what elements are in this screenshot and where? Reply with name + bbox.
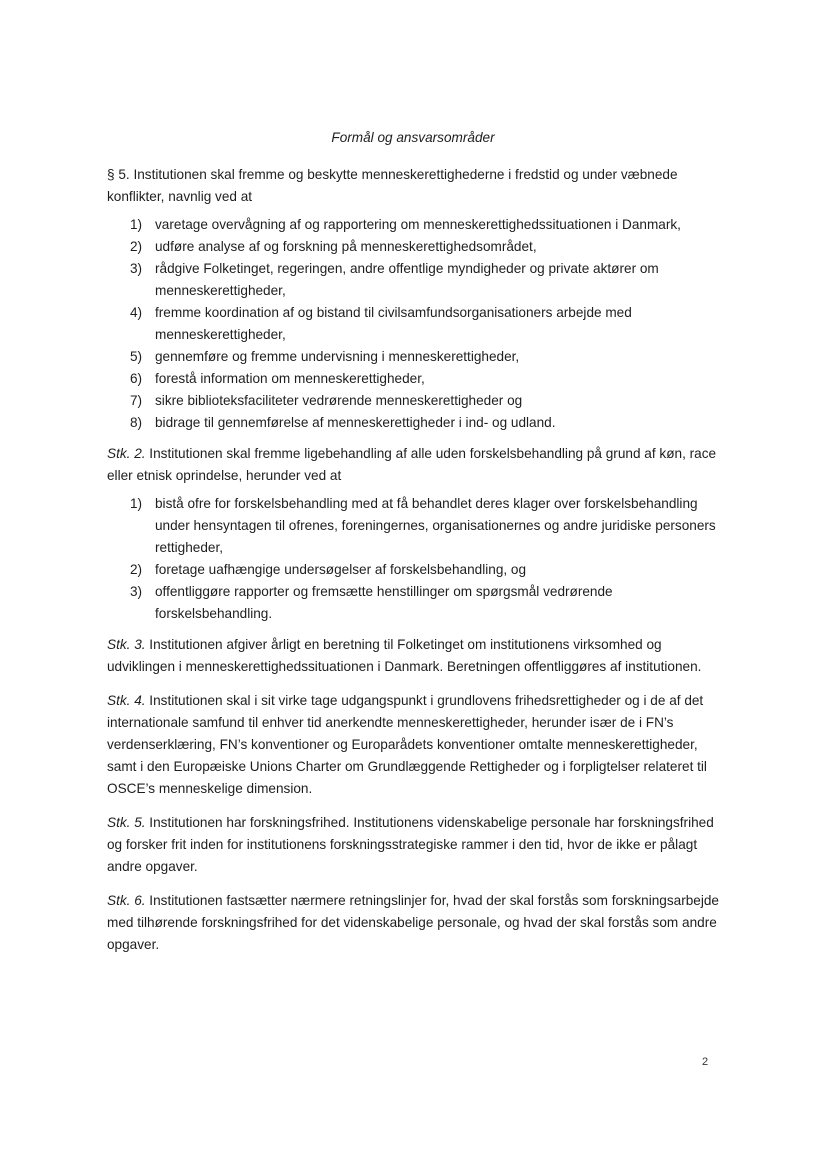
list-item-text: bidrage til gennemførelse af menneskerettigheder i ind- og udland. (155, 415, 556, 430)
list-item (130, 390, 719, 412)
list-item-text: bistå ofre for forskelsbehandling med at få behandlet deres klager over forskelsbehandling under hensyntagen til ofrenes, foreningernes, organisationernes og andre juridiske personers rettigheder, (155, 496, 716, 555)
page-number: 2 (702, 1056, 709, 1068)
stk-2-paragraph (107, 443, 719, 487)
list-item-number: 2) (130, 239, 143, 254)
list-item (130, 493, 719, 559)
list-item (130, 258, 719, 302)
list-item-text: gennemføre og fremme undervisning i menneskerettigheder, (155, 349, 520, 364)
list-item-number: 1) (130, 217, 143, 232)
list-item (130, 302, 719, 346)
list-item-number: 3) (130, 261, 143, 276)
list-item-text: offentliggøre rapporter og fremsætte henstillinger om spørgsmål vedrørende forskelsbehandling. (155, 584, 613, 621)
list-item-number: 5) (130, 349, 143, 364)
stk-4-label: Stk. 4. (107, 693, 146, 708)
list-item-text: forestå information om menneskerettigheder, (155, 371, 425, 386)
list-item (130, 559, 719, 581)
list-item-number: 2) (130, 562, 143, 577)
list-item (130, 368, 719, 390)
list-item-number: 3) (130, 584, 143, 599)
list-item-text: udføre analyse af og forskning på menneskerettighedsområdet, (155, 239, 537, 254)
stk-4-paragraph (107, 690, 719, 800)
stk-2-list (107, 493, 719, 625)
stk-5-label: Stk. 5. (107, 815, 146, 830)
list-item (130, 236, 719, 258)
list-item (130, 581, 719, 625)
list-item (130, 346, 719, 368)
section-5-list (107, 214, 719, 434)
stk-3-text: Institutionen afgiver årligt en beretning til Folketinget om institutionens virksomhed og udviklingen i menneskerettighedssituationen i Danmark. Beretningen offentliggøres af institutionen. (107, 637, 702, 674)
stk-2-text: Institutionen skal fremme ligebehandling af alle uden forskelsbehandling på grund af køn, race eller etnisk oprindelse, herunder ved at (107, 446, 717, 483)
section-5-paragraph (107, 164, 719, 208)
list-item-text: rådgive Folketinget, regeringen, andre offentlige myndigheder og private aktører om menneskerettigheder, (155, 261, 659, 298)
list-item-text: foretage uafhængige undersøgelser af forskelsbehandling, og (155, 562, 527, 577)
stk-3-paragraph (107, 634, 719, 678)
stk-6-paragraph (107, 890, 719, 956)
document-page (107, 127, 719, 968)
stk-6-text: Institutionen fastsætter nærmere retningslinjer for, hvad der skal forstås som forskningsarbejde med tilhørende forskningsfrihed for det videnskabelige personale, og hvad der skal forstås som andre opgaver. (107, 893, 719, 952)
stk-4-text: Institutionen skal i sit virke tage udgangspunkt i grundlovens frihedsrettigheder og i de af det internationale samfund til enhver tid anerkendte menneskerettigheder, herunder især de i FN’s verdenserklæring, FN’s konventioner og Europarådets konventioner omtalte menneskerettigheder, samt i den Europæiske Unions Charter om Grundlæggende Rettigheder og i forpligtelser relateret til OSCE’s menneskelige dimension. (107, 693, 707, 796)
list-item-number: 7) (130, 393, 143, 408)
stk-5-text: Institutionen har forskningsfrihed. Institutionens videnskabelige personale har forskningsfrihed og forsker frit inden for institutionens forskningsstrategiske rammer i den tid, hvor de ikke er pålagt andre opgaver. (107, 815, 714, 874)
list-item-number: 8) (130, 415, 143, 430)
section-5-label: § 5. (107, 167, 130, 182)
list-item-number: 1) (130, 496, 143, 511)
list-item-text: varetage overvågning af og rapportering om menneskerettighedssituationen i Danmark, (155, 217, 681, 232)
list-item-text: sikre biblioteksfaciliteter vedrørende menneskerettigheder og (155, 393, 523, 408)
stk-6-label: Stk. 6. (107, 893, 146, 908)
list-item-number: 6) (130, 371, 143, 386)
list-item (130, 214, 719, 236)
list-item (130, 412, 719, 434)
section-5-text: Institutionen skal fremme og beskytte menneskerettighederne i fredstid og under væbnede konflikter, navnlig ved at (107, 167, 678, 204)
list-item-number: 4) (130, 305, 143, 320)
stk-3-label: Stk. 3. (107, 637, 146, 652)
stk-2-label: Stk. 2. (107, 446, 146, 461)
list-item-text: fremme koordination af og bistand til civilsamfundsorganisationers arbejde med menneskerettigheder, (155, 305, 632, 342)
section-heading: Formål og ansvarsområder (331, 130, 495, 145)
stk-5-paragraph (107, 812, 719, 878)
